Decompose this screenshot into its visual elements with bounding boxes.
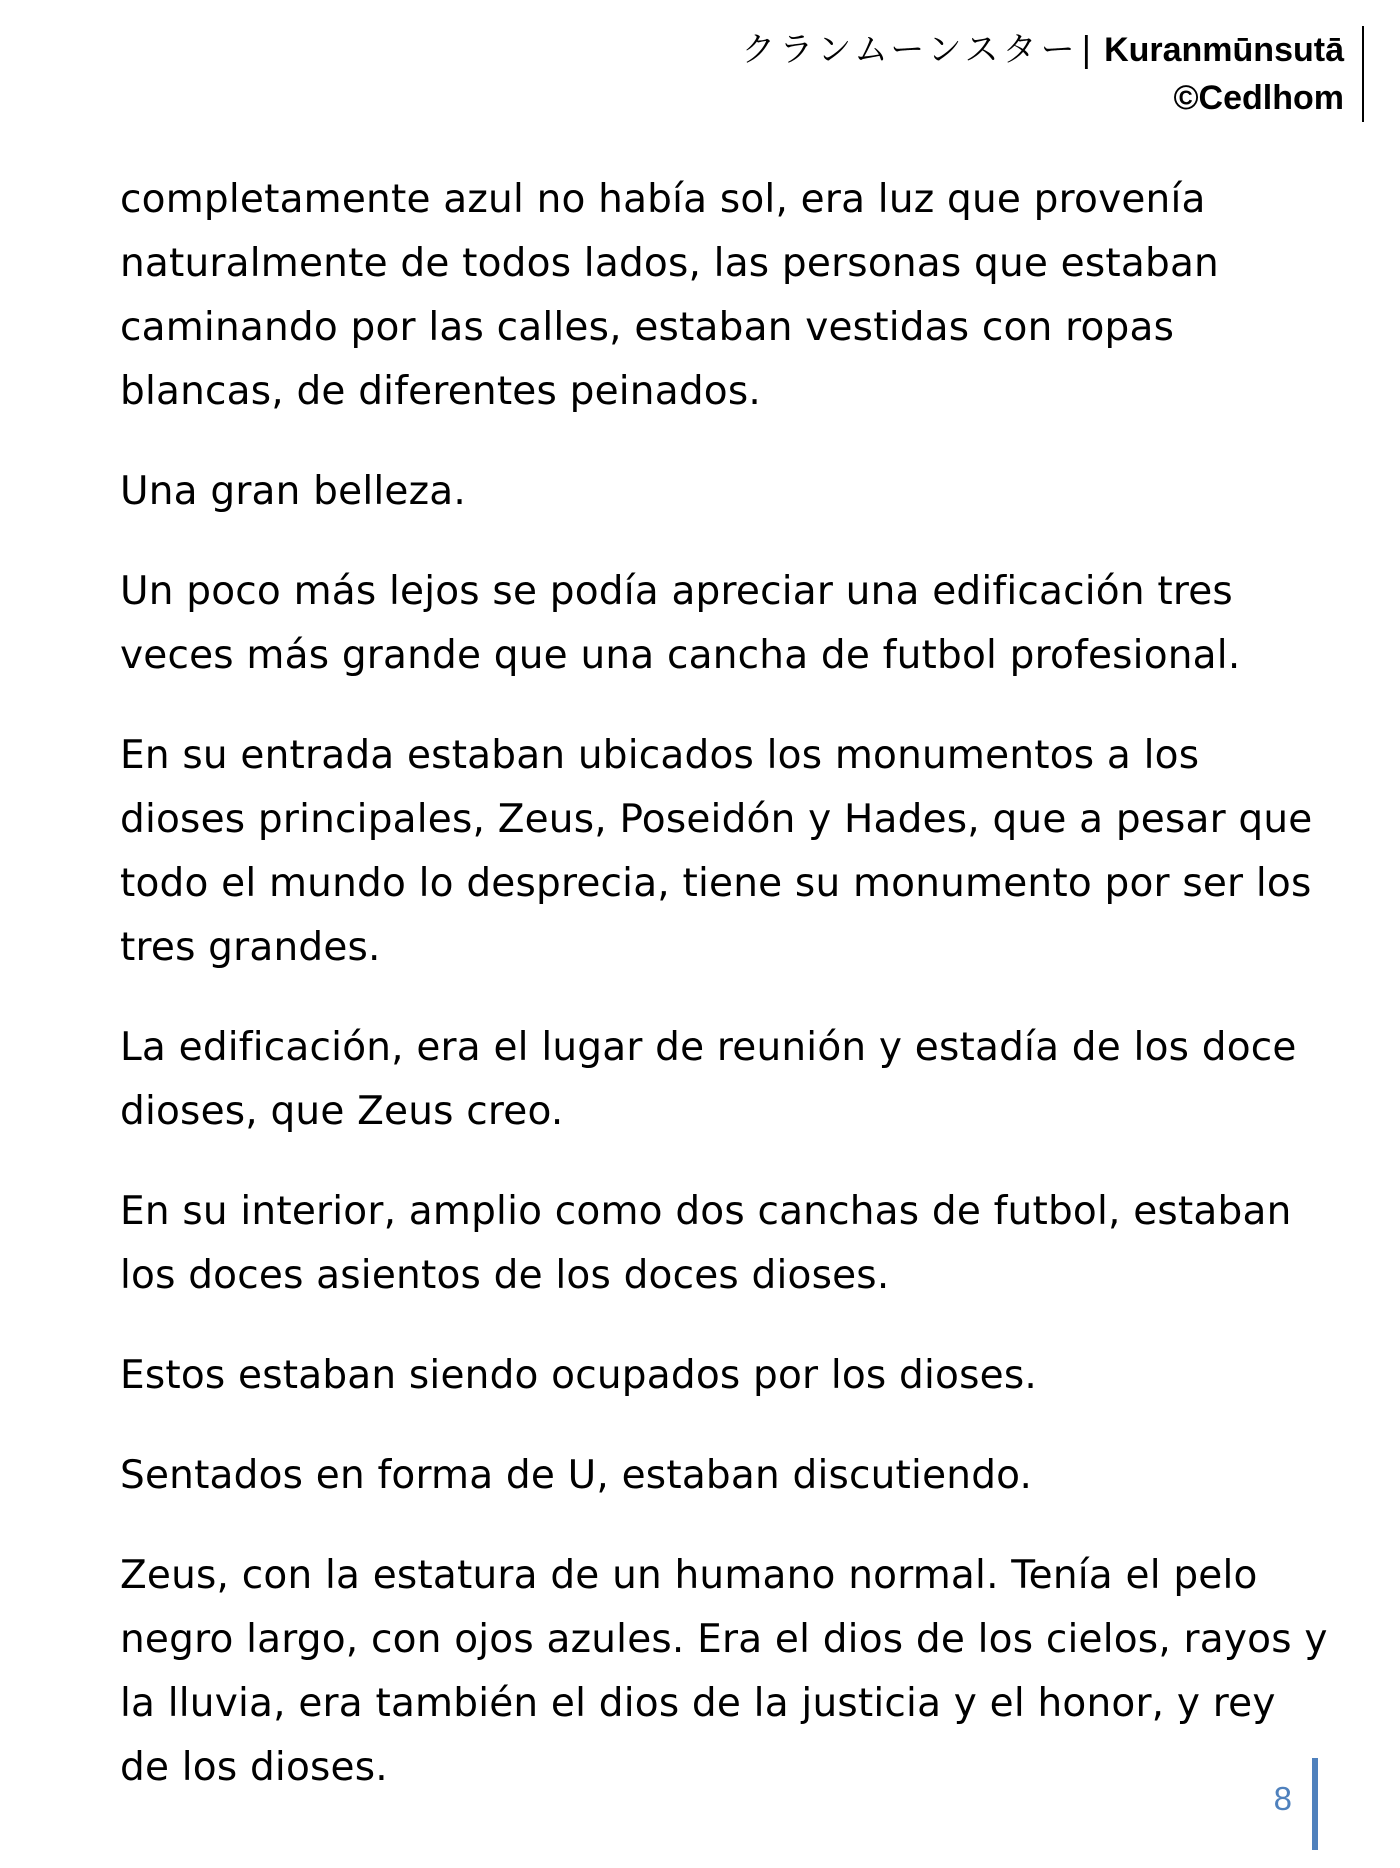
header-title-line <box>741 26 1344 74</box>
header-copyright: ©Cedlhom <box>1173 79 1344 117</box>
paragraph: Estos estaban siendo ocupados por los dioses. <box>120 1353 1037 1398</box>
page-header <box>741 26 1364 122</box>
paragraph: Zeus, con la estatura de un humano normal. Tenía el pelo negro largo, con ojos azules. Era el dios de los cielos, rayos y la lluvia, era también el dios de la justicia y el honor, y rey de los dioses. <box>120 1553 1328 1790</box>
paragraph: Una gran belleza. <box>120 469 466 514</box>
header-separator: | <box>1080 30 1093 70</box>
page-number: 8 <box>1273 1780 1292 1817</box>
paragraph: La edificación, era el lugar de reunión y estadía de los doce dioses, que Zeus creo. <box>120 1025 1297 1134</box>
paragraph: En su entrada estaban ubicados los monumentos a los dioses principales, Zeus, Poseidón y Hades, que a pesar que todo el mundo lo desprecia, tiene su monumento por ser los tres grandes. <box>120 733 1313 970</box>
paragraph: Sentados en forma de U, estaban discutiendo. <box>120 1453 1033 1498</box>
paragraph: completamente azul no había sol, era luz que provenía naturalmente de todos lados, las personas que estaban caminando por las calles, estaban vestidas con ropas blancas, de diferentes peinados. <box>120 177 1219 414</box>
header-romaji-title: Kuranmūnsutā <box>1104 31 1344 69</box>
header-japanese-title: クランムーンスター <box>741 30 1079 70</box>
page-body <box>120 168 1330 1836</box>
page-footer <box>1274 1758 1318 1850</box>
paragraph: Un poco más lejos se podía apreciar una edificación tres veces más grande que una cancha de futbol profesional. <box>120 569 1241 678</box>
paragraph: En su interior, amplio como dos canchas de futbol, estaban los doces asientos de los doces dioses. <box>120 1189 1292 1298</box>
